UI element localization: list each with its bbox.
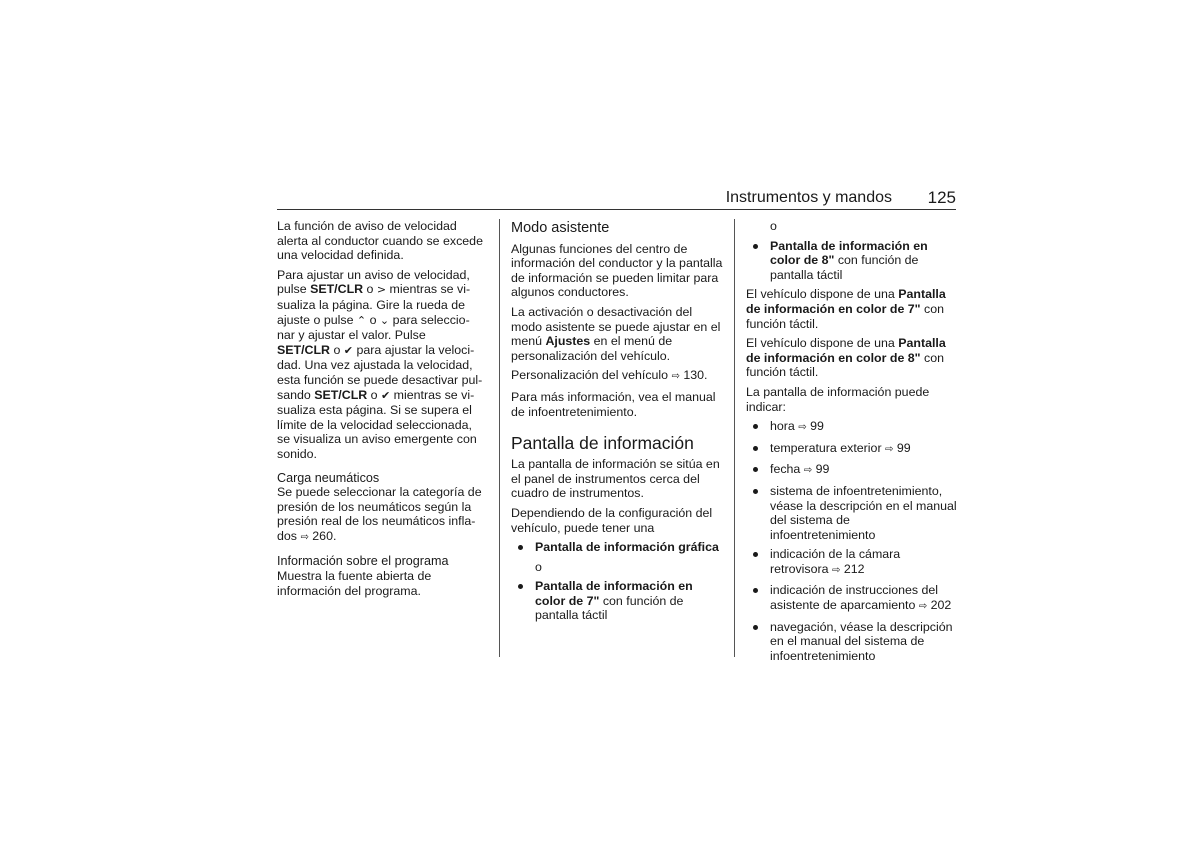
paragraph-personalizacion: Personalización del vehículo ⇨ 130.	[511, 368, 708, 383]
arrow-ref-icon: ⇨	[300, 531, 309, 543]
set-clr-label: SET/CLR	[310, 282, 364, 297]
page-number: 125	[927, 188, 956, 207]
list-item: indicación de la cámara retrovisora ⇨ 212	[746, 547, 958, 578]
column-1	[277, 219, 489, 603]
heading-modo-asistente: Modo asistente	[511, 220, 610, 236]
list-item: navegación, véase la descripción en el manual del sistema de infoentretenimiento	[746, 620, 958, 664]
heading-carga-neumaticos: Carga neumáticos	[277, 470, 380, 485]
arrow-ref-icon: ⇨	[798, 422, 807, 434]
bullet-icon	[753, 588, 758, 593]
paragraph-speed-warning: La función de aviso de velocidad alerta al conductor cuando se excede una velocidad definida.	[277, 219, 483, 263]
bullet-icon	[753, 625, 758, 630]
bullet-icon	[753, 552, 758, 557]
arrow-ref-icon: ⇨	[831, 564, 841, 576]
chevron-right-icon: >	[376, 283, 387, 297]
column-2	[511, 219, 723, 628]
paragraph-display-8: El vehículo dispone de una Pantalla de información en color de 8" con función táctil.	[746, 336, 946, 380]
arrow-ref-icon: ⇨	[918, 601, 928, 613]
paragraph-indicar: La pantalla de información puede indicar:	[746, 384, 930, 414]
paragraph-display-7: El vehículo dispone de una Pantalla de información en color de 7" con función táctil.	[746, 287, 946, 331]
column-divider	[499, 219, 500, 657]
set-clr-label: SET/CLR	[314, 387, 368, 402]
list-item: indicación de instrucciones del asistente de aparcamiento ⇨ 202	[746, 583, 958, 614]
chevron-up-icon: ⌃	[356, 313, 367, 327]
check-icon: ✔	[381, 388, 391, 402]
section-title: Instrumentos y mandos	[725, 189, 892, 206]
paragraph-speed-setup: Para ajustar un aviso de velocidad, pulse SET/CLR o > mientras se vi- sualiza la página. Gire la rueda de ajuste o pulse ⌃ o ⌄ para seleccio- nar y ajustar el valor. Pulse SET/CLR o ✔ para ajustar la veloci- dad. Una vez ajustada la velocidad, esta función se puede desactivar pul- sando SET/CLR o ✔ mientras se vi- sualiza esta página. Si se supera el límite de la velocidad seleccionada, se visualiza un aviso emergente con sonido.	[277, 267, 483, 461]
paragraph-manual: Para más información, vea el manual de infoentretenimiento.	[511, 389, 716, 419]
set-clr-label: SET/CLR	[277, 342, 331, 357]
bullet-icon	[518, 584, 523, 589]
column-divider	[734, 219, 735, 657]
arrow-ref-icon: ⇨	[885, 443, 894, 455]
paragraph-info-programa: Muestra la fuente abierta de información del programa.	[277, 569, 432, 598]
list-item: fecha ⇨ 99	[746, 462, 958, 479]
bullet-icon	[753, 244, 758, 249]
arrow-ref-icon: ⇨	[803, 465, 813, 477]
paragraph-modo-2: La activación o desactivación del modo asistente se puede ajustar en el menú Ajustes en el menú de personalización del vehículo.	[511, 304, 721, 363]
paragraph-pantalla-1: La pantalla de información se sitúa en el panel de instrumentos cerca del cuadro de instrumentos.	[511, 457, 720, 501]
bullet-icon	[753, 489, 758, 494]
list-item: Pantalla de información en color de 7" con función de pantalla táctil	[511, 579, 723, 623]
chevron-down-icon: ⌄	[379, 313, 390, 327]
ajustes-label: Ajustes	[545, 334, 591, 349]
bullet-icon	[753, 467, 758, 472]
arrow-ref-icon: ⇨	[671, 371, 680, 383]
column-3	[746, 219, 958, 668]
check-icon: ✔	[343, 343, 354, 357]
paragraph-carga: Se puede seleccionar la categoría de presión de los neumáticos según la presión real de los neumáticos infla- dos ⇨ 260.	[277, 485, 482, 543]
heading-info-programa: Información sobre el programa	[277, 554, 449, 569]
list-item: hora ⇨ 99	[746, 419, 958, 436]
bullet-icon	[753, 424, 758, 429]
or-text: o	[535, 559, 542, 574]
paragraph-pantalla-2: Dependiendo de la configuración del vehículo, puede tener una	[511, 505, 713, 535]
list-item: sistema de infoentretenimiento, véase la descripción en el manual del sistema de infoentretenimiento	[746, 484, 958, 542]
page-header	[277, 187, 956, 210]
bullet-icon	[753, 446, 758, 451]
bullet-icon	[518, 545, 523, 550]
or-text: o	[770, 219, 777, 233]
paragraph-modo-1: Algunas funciones del centro de información del conductor y la pantalla de información se pueden limitar para algunos conductores.	[511, 241, 723, 300]
list-item: temperatura exterior ⇨ 99	[746, 441, 958, 458]
heading-pantalla-informacion: Pantalla de información	[511, 433, 694, 454]
list-item: Pantalla de información gráfica	[511, 540, 723, 555]
list-item: Pantalla de información en color de 8" con función de pantalla táctil	[746, 239, 958, 283]
